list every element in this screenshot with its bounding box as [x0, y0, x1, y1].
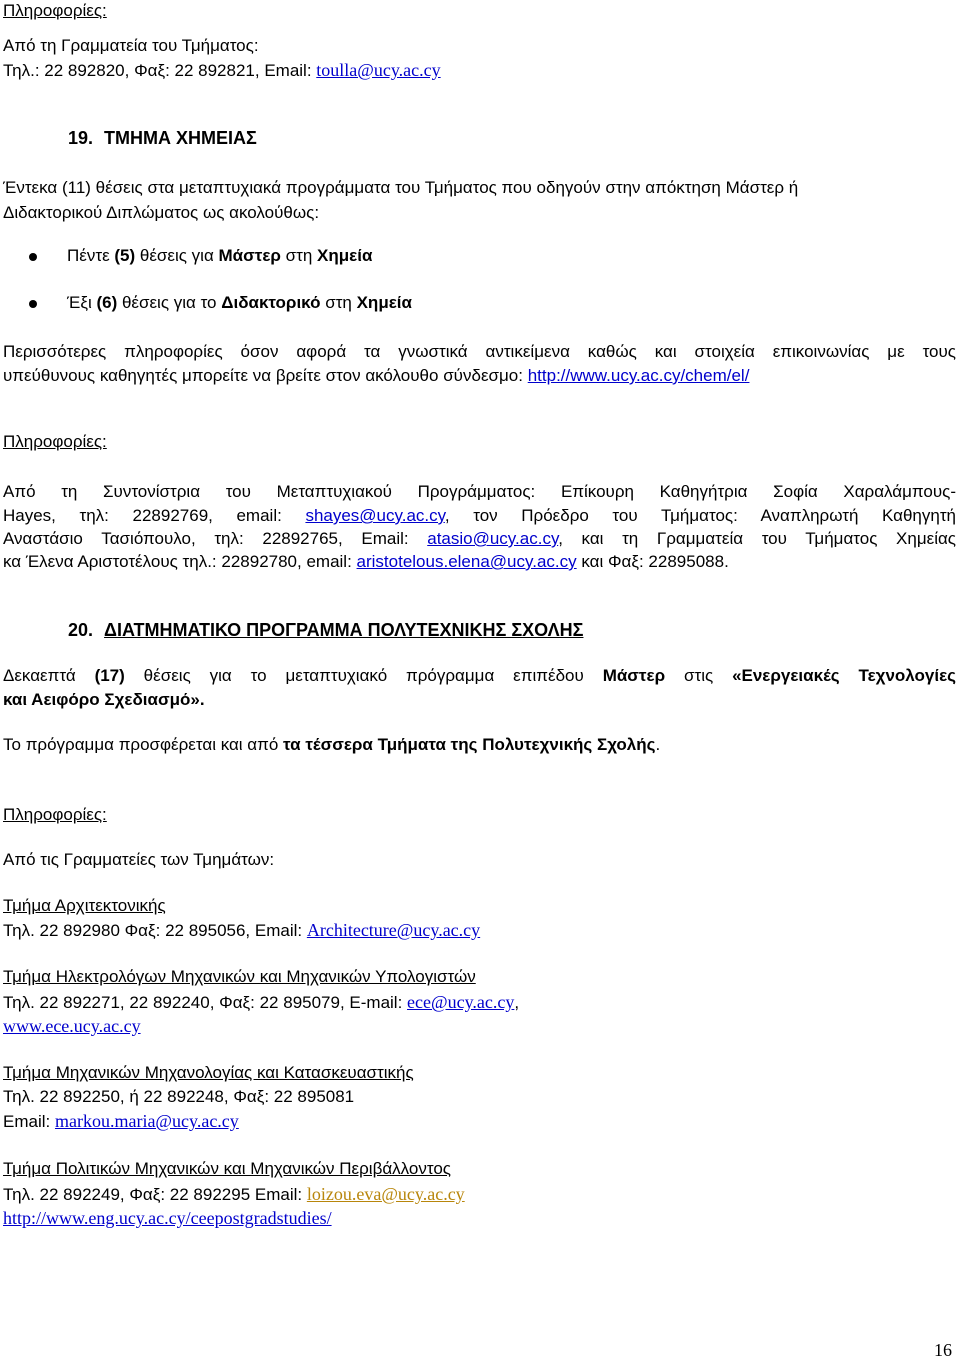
- contact-line: Από τη Συντονίστρια του Μεταπτυχιακού Προγράμματος: Επίκουρη Καθηγήτρια Σοφία Χαραλάμπους-: [3, 482, 956, 501]
- section-19-heading: [68, 127, 257, 149]
- email-link[interactable]: toulla@ucy.ac.cy: [316, 60, 441, 80]
- secretariat-contact: [3, 60, 441, 81]
- program-line: Δεκαεπτά (17) θέσεις για το μεταπτυχιακό πρόγραμμα επιπέδου Μάστερ στις «Ενεργειακές Τεχνολογίες: [3, 666, 957, 685]
- info-heading-top: Πληροφορίες:: [3, 1, 107, 20]
- contact-text: Τηλ.: 22 892820, Φαξ: 22 892821, Email:: [3, 61, 317, 80]
- dept-architecture-title: Τμήμα Αρχιτεκτονικής: [3, 896, 166, 915]
- email-link[interactable]: Architecture@ucy.ac.cy: [306, 920, 481, 940]
- dept-civil-contact: Τηλ. 22 892249, Φαξ: 22 892295 Email: loizou.eva@ucy.ac.cy: [3, 1184, 465, 1204]
- dept-ece-contact: Τηλ. 22 892271, 22 892240, Φαξ: 22 895079, E-mail: ece@ucy.ac.cy,: [3, 992, 520, 1012]
- email-link[interactable]: aristotelous.elena@ucy.ac.cy: [356, 552, 577, 571]
- bullet-item-phd: Έξι (6) θέσεις για το Διδακτορικό στη Χημεία: [67, 293, 412, 312]
- section-number: 19.: [68, 128, 94, 148]
- secretariats-label: Από τις Γραμματείες των Τμημάτων:: [3, 850, 275, 869]
- dept-ece-title: Τμήμα Ηλεκτρολόγων Μηχανικών και Μηχανικών Υπολογιστών: [3, 967, 476, 986]
- section-20-heading: [68, 619, 583, 641]
- contact-line: Hayes, τηλ: 22892769, email: shayes@ucy.ac.cy, τον Πρόεδρο του Τμήματος: Αναπληρωτή Καθηγητή: [3, 506, 956, 525]
- email-link[interactable]: atasio@ucy.ac.cy: [427, 529, 559, 548]
- intro-line: Διδακτορικού Διπλώματος ως ακολούθως:: [3, 203, 320, 222]
- secretariat-label: Από τη Γραμματεία του Τμήματος:: [3, 36, 259, 55]
- section-number: 20.: [68, 620, 94, 640]
- info-heading-poly: Πληροφορίες:: [3, 805, 107, 824]
- page-number: 16: [934, 1340, 952, 1360]
- dept-civil-title: Τμήμα Πολιτικών Μηχανικών και Μηχανικών Περιβάλλοντος: [3, 1159, 452, 1178]
- contact-line: κα Έλενα Αριστοτέλους τηλ.: 22892780, email: aristotelous.elena@ucy.ac.cy και Φαξ: 22895088.: [3, 552, 729, 571]
- program-line: και Αειφόρο Σχεδιασμό».: [3, 690, 205, 709]
- intro-line: Έντεκα (11) θέσεις στα μεταπτυχιακά προγράμματα του Τμήματος που οδηγούν στην απόκτηση Μάστερ ή: [3, 178, 799, 197]
- section-title: ΤΜΗΜΑ ΧΗΜΕΙΑΣ: [104, 128, 257, 148]
- email-link[interactable]: ece@ucy.ac.cy: [407, 992, 515, 1012]
- email-link[interactable]: markou.maria@ucy.ac.cy: [54, 1111, 239, 1131]
- ece-website-link[interactable]: www.ece.ucy.ac.cy: [3, 1016, 141, 1036]
- contact-line: Αναστάσιο Τασιόπουλο, τηλ: 22892765, Email: atasio@ucy.ac.cy, και τη Γραμματεία του Τμήματος Χημείας: [3, 529, 956, 548]
- bullet-icon: [29, 300, 37, 308]
- section-title: ΔΙΑΤΜΗΜΑΤΙΚΟ ΠΡΟΓΡΑΜΜΑ ΠΟΛΥΤΕΧΝΙΚΗΣ ΣΧΟΛΗΣ: [104, 620, 584, 640]
- dept-mech-title: Τμήμα Μηχανικών Μηχανολογίας και Κατασκευαστικής: [3, 1063, 414, 1082]
- email-link[interactable]: loizou.eva@ucy.ac.cy: [306, 1184, 465, 1204]
- program-line: Το πρόγραμμα προσφέρεται και από τα τέσσερα Τμήματα της Πολυτεχνικής Σχολής.: [3, 735, 661, 754]
- dept-mech-email: Email: markou.maria@ucy.ac.cy: [3, 1111, 239, 1131]
- dept-architecture-contact: Τηλ. 22 892980 Φαξ: 22 895056, Email: Architecture@ucy.ac.cy: [3, 920, 481, 940]
- chem-website-link[interactable]: http://www.ucy.ac.cy/chem/el/: [527, 366, 750, 385]
- more-info-line: υπεύθυνους καθηγητές μπορείτε να βρείτε στον ακόλουθο σύνδεσμο: http://www.ucy.ac.cy/chem/el/: [3, 366, 750, 385]
- more-info-line: Περισσότερες πληροφορίες όσον αφορά τα γνωστικά αντικείμενα καθώς και στοιχεία επικοινωνίας με τους: [3, 342, 956, 361]
- civil-website-link[interactable]: http://www.eng.ucy.ac.cy/ceepostgradstudies/: [3, 1208, 332, 1228]
- bullet-item-masters: Πέντε (5) θέσεις για Μάστερ στη Χημεία: [67, 246, 373, 265]
- info-heading-chem: Πληροφορίες:: [3, 432, 107, 451]
- email-link[interactable]: shayes@ucy.ac.cy: [305, 506, 445, 525]
- bullet-icon: [29, 253, 37, 261]
- dept-mech-contact: Τηλ. 22 892250, ή 22 892248, Φαξ: 22 895081: [3, 1087, 355, 1106]
